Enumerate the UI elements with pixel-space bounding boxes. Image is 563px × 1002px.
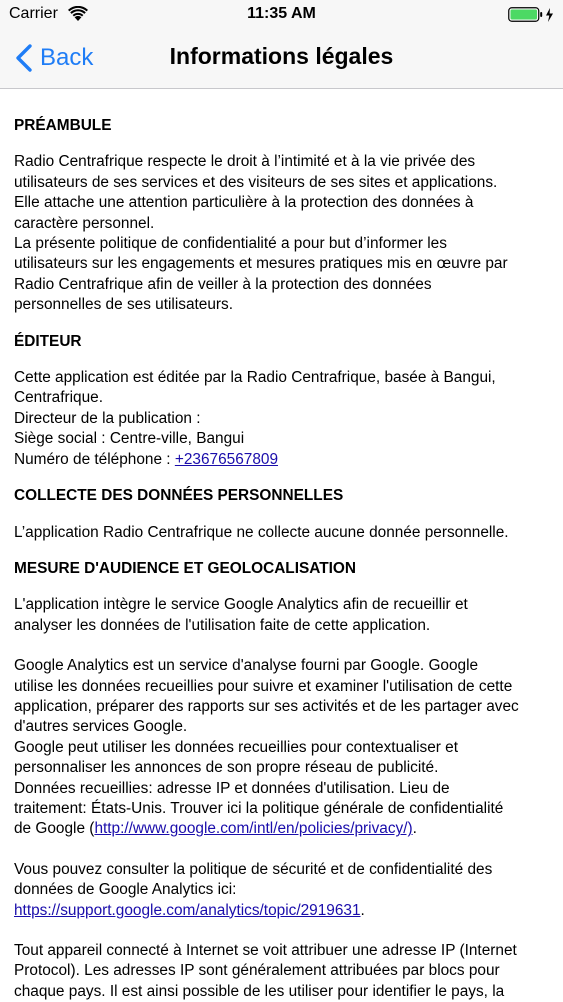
phone-link[interactable]: +23676567809 [174,450,279,468]
phone-line [14,450,548,470]
status-bar [0,0,563,30]
text-line: Google peut utiliser les données recueillies pour contextualiser et [14,738,459,756]
text-line: utilise les données recueillies pour suivre et examiner l'utilisation de cette [14,677,513,695]
text-line: Elle attache une attention particulière à la protection des données à [14,194,474,212]
text-line: Données recueillies: adresse IP et données d'utilisation. Lieu de [14,779,450,797]
paragraph-preambule [14,152,548,315]
text-line: traitement: États-Unis. Trouver ici la politique générale de confidentialité [14,799,504,817]
section-heading-collecte: COLLECTE DES DONNÉES PERSONNELLES [14,487,344,505]
text-line: Radio Centrafrique respecte le droit à l’intimité et à la vie privée des [14,153,476,171]
text-fragment: de Google ( [14,820,95,838]
text-line: utilisateurs sur les engagements et mesures pratiques mis en œuvre par [14,255,508,273]
navigation-bar [0,30,563,89]
text-line: L'application intègre le service Google Analytics afin de recueillir et [14,596,468,614]
battery-icon [508,7,558,23]
text-line: L’application Radio Centrafrique ne collecte aucune donnée personnelle. [14,523,509,541]
section-heading-mesure: MESURE D'AUDIENCE ET GEOLOCALISATION [14,559,356,577]
text-line: Radio Centrafrique afin de veiller à la protection des données [14,275,432,293]
google-privacy-link[interactable]: http://www.google.com/intl/en/policies/privacy/) [94,820,413,838]
text-line: application, préparer des rapports sur ses activités et de les partager avec [14,697,519,715]
back-label: Back [40,44,94,71]
text-line: Tout appareil connecté à Internet se voit attribuer une adresse IP (Internet [14,942,517,959]
text-line: données de Google Analytics ici: [14,881,237,899]
phone-label: Numéro de téléphone : [14,450,175,468]
section-heading-preambule: PRÉAMBULE [14,117,112,134]
paragraph-analytics-details [14,656,548,840]
text-line: caractère personnel. [14,214,155,232]
paragraph-analytics-security [14,860,548,921]
paragraph-analytics-intro [14,595,548,636]
section-heading-editeur: ÉDITEUR [14,332,82,350]
text-fragment: . [360,901,365,919]
clock: 11:35 AM [247,5,316,22]
support-link-line [14,901,548,921]
text-line: personnaliser les annonces de son propre réseau de publicité. [14,759,439,777]
text-line: analyser les données de l'utilisation faite de cette application. [14,616,431,634]
text-line: Centrafrique. [14,389,103,407]
page-title: Informations légales [169,43,394,69]
google-support-link[interactable]: https://support.google.com/analytics/topic/2919631 [14,901,361,919]
text-line: Google Analytics est un service d'analyse fourni par Google. Google [14,657,479,675]
paragraph-collecte [14,523,548,543]
text-line: chaque pays. Il est ainsi possible de les utiliser pour identifier le pays, la [14,982,505,1000]
privacy-policy-line [14,819,548,839]
text-line: Vous pouvez consulter la politique de sécurité et de confidentialité des [14,860,493,878]
paragraph-ip-address [14,941,548,1002]
text-line: La présente politique de confidentialité a pour but d’informer les [14,235,447,253]
text-line: personnelles de ses utilisateurs. [14,296,234,314]
text-line: Protocol). Les adresses IP sont généralement attribuées par blocs pour [14,962,500,980]
text-line: Directeur de la publication : [14,409,201,427]
text-line: Cette application est éditée par la Radio Centrafrique, basée à Bangui, [14,369,496,387]
legal-content [14,116,548,1002]
carrier-label: Carrier [9,5,58,22]
paragraph-editeur [14,368,548,470]
text-line: d'autres services Google. [14,718,188,736]
text-fragment: . [412,820,417,838]
text-line: Siège social : Centre-ville, Bangui [14,430,245,448]
text-line: utilisateurs de ses services et des visiteurs de ses sites et applications. [14,173,498,191]
